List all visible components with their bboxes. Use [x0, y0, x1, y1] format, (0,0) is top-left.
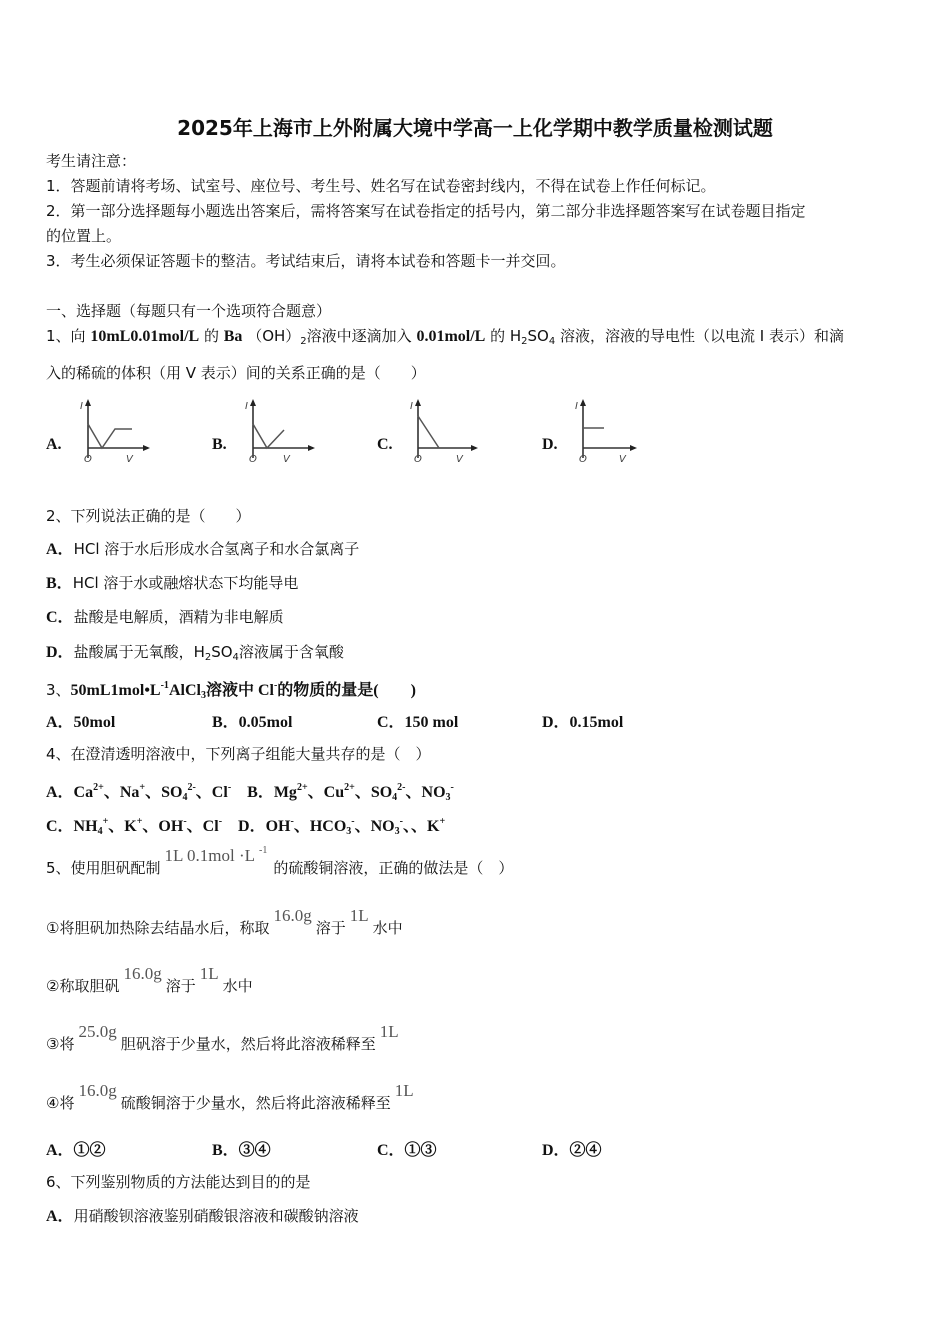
text-segment: + [136, 816, 143, 827]
notice-2-cont [46, 225, 121, 247]
question-2-stem [46, 505, 251, 527]
text-segment: 2 [300, 336, 307, 347]
text-segment: 25.0g [78, 1022, 117, 1041]
question-3-option-c: C．150 mol [377, 714, 459, 731]
text-segment: A． [46, 1208, 74, 1225]
question-4-stem [46, 743, 431, 765]
text-segment: - [399, 816, 403, 827]
question-3-stem [46, 675, 416, 707]
text-segment: ③将 [46, 1035, 75, 1053]
text-segment: 16.0g [123, 964, 162, 983]
text-segment: AlCl [168, 682, 201, 699]
text-segment: （OH） [242, 327, 301, 345]
text-segment: - [273, 680, 278, 691]
text-segment: D．OH [222, 818, 291, 835]
text-segment: 、NO [354, 818, 395, 835]
question-3-option-a: A．50mol [46, 714, 116, 731]
text-segment: Ba [223, 328, 243, 345]
text-segment: - [290, 816, 294, 827]
question-4-options-cd [46, 811, 445, 843]
question-2-option-c [46, 606, 284, 629]
text-segment: 2．第一部分选择题每小题选出答案后，需将答案写在试卷指定的括号内，第二部分非选择题答案写在试卷题目指定 [46, 202, 806, 220]
text-segment: 16.0g [78, 1081, 117, 1100]
question-5-option-c: C．①③ [377, 1142, 437, 1159]
origin: O [84, 454, 92, 465]
text-segment: HCl 溶于水或融熔状态下均能导电 [72, 574, 299, 592]
axis-v: V [126, 454, 133, 465]
text-segment: 、SO [145, 784, 183, 801]
text-segment: 溶液属于含氧酸 [238, 643, 344, 661]
text-segment: 3 [445, 792, 451, 803]
text-segment: 3 [394, 826, 400, 837]
text-segment: 4 [232, 652, 239, 663]
text-segment: 溶于 [315, 919, 346, 937]
text-segment: 一、选择题（每题只有一个选项符合题意） [46, 302, 332, 320]
axis-v: V [283, 454, 290, 465]
text-segment: 1、向 [46, 327, 91, 345]
text-segment: -1 [160, 680, 169, 691]
text-segment: 1L [394, 1081, 414, 1100]
section-heading [46, 300, 331, 322]
text-segment: 、Cl [186, 818, 219, 835]
text-segment: 水中 [372, 919, 403, 937]
text-segment: C． [46, 609, 74, 626]
text-segment: - [218, 816, 223, 827]
text-segment: 、HCO [293, 818, 347, 835]
text-segment: 0.01mol/L [416, 328, 486, 345]
text-segment: 考生请注意： [46, 152, 137, 170]
question-6-stem [46, 1171, 311, 1193]
question-1-stem [46, 325, 844, 353]
text-segment: 3．考生必须保证答题卡的整洁。考试结束后，请将本试卷和答题卡一并交回。 [46, 252, 566, 270]
text-segment: 3、 [46, 681, 71, 699]
question-5-option-b: B．③④ [212, 1142, 271, 1159]
notice-1 [46, 175, 716, 197]
q1-graph-a [78, 396, 158, 466]
axis-i: I [245, 401, 248, 412]
question-5-statement-3 [46, 1022, 403, 1055]
origin: O [414, 454, 422, 465]
text-segment: 、、K [402, 818, 440, 835]
text-segment: 1L [379, 1022, 399, 1041]
text-segment: 50mL1mol•L [70, 682, 161, 699]
text-segment: - [227, 782, 232, 793]
axis-i: I [410, 401, 413, 412]
axis-i: I [575, 401, 578, 412]
text-segment: SO [211, 643, 233, 661]
q1-option-b-label: B. [212, 436, 227, 453]
notice-3 [46, 250, 566, 272]
text-segment: B．Mg [231, 784, 297, 801]
text-segment: 1L [349, 906, 369, 925]
question-5-option-a: A．①② [46, 1142, 106, 1159]
text-segment: 入的稀硫的体积（用 V 表示）间的关系正确的是（ ） [46, 364, 426, 382]
text-segment: 1L 0.1mol ·L [164, 846, 256, 865]
text-segment: 用硝酸钡溶液鉴别硝酸银溶液和碳酸钠溶液 [73, 1207, 359, 1225]
text-segment: 、SO [354, 784, 393, 801]
question-5-statement-1 [46, 906, 403, 939]
q1-option-c-label: C. [377, 436, 393, 453]
q1-graph-b [243, 396, 323, 466]
text-segment: 3 [200, 690, 206, 701]
text-segment: 6、下列鉴别物质的方法能达到目的的是 [46, 1173, 311, 1191]
text-segment: B． [46, 575, 73, 592]
question-6-option-a [46, 1205, 359, 1228]
notice-heading [46, 150, 136, 172]
text-segment: 盐酸是电解质，酒精为非电解质 [73, 608, 284, 626]
axis-v: V [456, 454, 463, 465]
text-segment: -1 [259, 845, 268, 856]
q1-option-d-label: D. [542, 436, 558, 453]
text-segment: + [439, 816, 446, 827]
text-segment: 4 [182, 792, 188, 803]
text-segment: ②称取胆矾 [46, 977, 120, 995]
text-segment: 4 [97, 826, 103, 837]
text-segment: - [183, 816, 187, 827]
text-segment: 5、使用胆矾配制 [46, 859, 161, 877]
question-2-option-d [46, 641, 344, 669]
text-segment: A． [46, 541, 74, 558]
text-segment: 胆矾溶于少量水，然后将此溶液稀释至 [120, 1035, 376, 1053]
text-segment: 水中 [222, 977, 253, 995]
question-3-option-b: B．0.05mol [212, 714, 293, 731]
question-1-stem-cont [46, 362, 426, 384]
text-segment: 1．答题前请将考场、试室号、座位号、考生号、姓名写在试卷密封线内，不得在试卷上作任何标记。 [46, 177, 716, 195]
text-segment: 硫酸铜溶于少量水，然后将此溶液稀释至 [120, 1094, 391, 1112]
text-segment: 、Cl [195, 784, 228, 801]
question-5-statement-2 [46, 964, 253, 997]
text-segment: 2、下列说法正确的是（ ） [46, 507, 251, 525]
text-segment: - [450, 782, 454, 793]
text-segment: 2- [397, 782, 406, 793]
text-segment: + [102, 816, 109, 827]
text-segment: HCl 溶于水后形成水合氢离子和水合氯离子 [73, 540, 360, 558]
text-segment: 4、在澄清透明溶液中，下列离子组能大量共存的是（ ） [46, 745, 431, 763]
text-segment: 、K [108, 818, 137, 835]
text-segment: 盐酸属于无氧酸，H [73, 643, 205, 661]
page-title: 2025年上海市上外附属大境中学高一上化学期中教学质量检测试题 [177, 116, 773, 140]
text-segment: 的硫酸铜溶液，正确的做法是（ ） [273, 859, 514, 877]
text-segment: 的位置上。 [46, 227, 122, 245]
origin: O [249, 454, 257, 465]
text-segment: ④将 [46, 1094, 75, 1112]
question-3-option-d: D．0.15mol [542, 714, 624, 731]
text-segment: 溶液中逐滴加入 [306, 327, 417, 345]
origin: O [579, 454, 587, 465]
text-segment: C．NH [46, 818, 98, 835]
question-4-options-ab [46, 777, 454, 809]
text-segment: 2+ [344, 782, 355, 793]
axis-i: I [80, 401, 83, 412]
question-5-statement-4 [46, 1081, 418, 1114]
text-segment: A．Ca [46, 784, 94, 801]
text-segment: 的 H [485, 327, 522, 345]
text-segment: SO [527, 327, 549, 345]
question-5-option-d: D．②④ [542, 1142, 602, 1159]
text-segment: 2- [187, 782, 196, 793]
text-segment: 16.0g [273, 906, 312, 925]
question-2-option-a [46, 538, 359, 561]
text-segment: 、OH [142, 818, 184, 835]
text-segment: 、NO [405, 784, 446, 801]
axis-v: V [619, 454, 626, 465]
text-segment: 溶液，溶液的导电性（以电流 I 表示）和滴 [555, 327, 844, 345]
text-segment: + [139, 782, 146, 793]
text-segment: 的物质的量是( ) [277, 682, 416, 699]
text-segment: 4 [548, 336, 556, 347]
question-2-option-b [46, 572, 298, 595]
text-segment: 溶于 [165, 977, 196, 995]
text-segment: 2 [521, 336, 528, 347]
text-segment: D． [46, 644, 74, 661]
text-segment: 2+ [93, 782, 104, 793]
q1-option-a-label: A. [46, 436, 62, 453]
q1-graph-c [408, 396, 488, 466]
text-segment: - [351, 816, 355, 827]
text-segment: 、Cu [307, 784, 345, 801]
notice-2 [46, 200, 806, 222]
text-segment: 溶液中 Cl [205, 682, 274, 699]
text-segment: 2 [204, 652, 212, 663]
text-segment: ①将胆矾加热除去结晶水后，称取 [46, 919, 270, 937]
text-segment: 1L [199, 964, 219, 983]
text-segment: 3 [346, 826, 352, 837]
question-5-stem [46, 845, 514, 882]
text-segment: 、Na [103, 784, 140, 801]
text-segment: 10mL0.01mol/L [90, 328, 200, 345]
text-segment: 2+ [296, 782, 308, 793]
q1-graph-d [573, 396, 653, 466]
text-segment: 4 [392, 792, 398, 803]
text-segment: 的 [199, 327, 224, 345]
